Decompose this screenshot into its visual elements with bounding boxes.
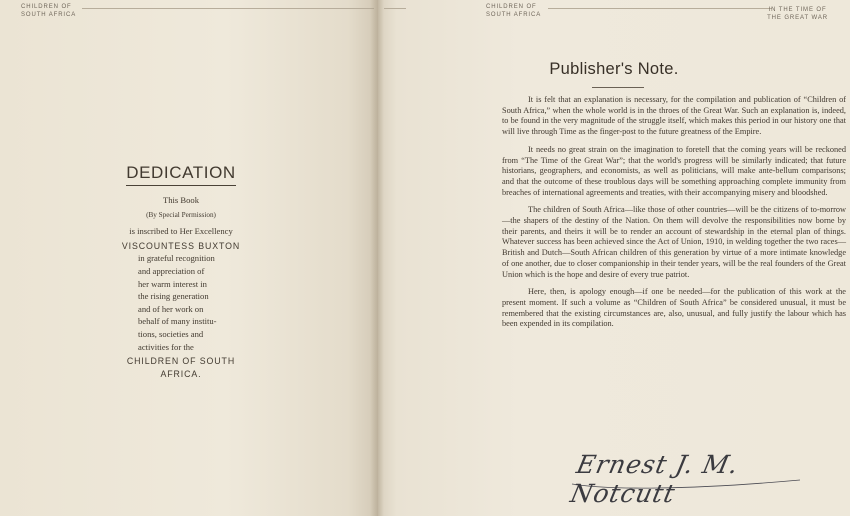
dedication-line: and of her work on [138, 303, 204, 314]
dedication-line: (By Special Permission) [146, 210, 216, 219]
dedication-line: in grateful recognition [138, 253, 215, 264]
header-rule [82, 8, 374, 9]
dedication-line: activities for the [138, 341, 194, 352]
dedication-block [106, 162, 256, 380]
header-rule [384, 8, 406, 9]
running-head-left [21, 3, 76, 19]
dedication-line: her warm interest in [138, 278, 207, 289]
dedication-title: DEDICATION [126, 162, 236, 186]
running-head-line: IN THE TIME OF [768, 7, 827, 13]
dedication-line: behalf of many institu- [138, 316, 217, 327]
running-head-line: SOUTH AFRICA [486, 12, 542, 18]
running-head-right [767, 6, 828, 22]
dedication-line: This Book [162, 195, 200, 205]
paragraph: It is felt that an explanation is necessary, for the compilation and publication of “Children of South Africa,” when the whole world is in the throes of the Great War. Such an explanation is, indeed, to be found in the very magnitude of the struggle itself, which makes this period in our history one that will live through Time as the finger-post to the future greatness of the Empire. [502, 95, 846, 137]
running-head-line: CHILDREN OF [21, 4, 72, 10]
publishers-note-body [502, 95, 846, 337]
running-head-line: CHILDREN OF [486, 4, 537, 10]
book-gutter [370, 0, 384, 516]
left-page [0, 0, 378, 516]
running-head-line: THE GREAT WAR [767, 15, 828, 21]
dedication-line: and appreciation of [138, 265, 205, 276]
title-rule [592, 87, 644, 88]
paragraph: Here, then, is apology enough—if one be needed—for the publication of this work at the present moment. If such a volume as “Children of South Africa” be considered unusual, it must be remembered that the existing circumstances are, also, unusual, and fully justify the labour which has been expended in its compilation. [502, 287, 846, 329]
dedication-name: VISCOUNTESS BUXTON [121, 240, 241, 251]
dedication-closing: AFRICA. [160, 368, 202, 379]
running-head-left [486, 3, 541, 19]
signature-text: Ernest J. M. Notcutt [567, 450, 742, 508]
dedication-closing: CHILDREN OF SOUTH [126, 356, 236, 367]
right-page [378, 0, 850, 516]
dedication-line: tions, societies and [138, 328, 204, 339]
signature [567, 444, 808, 508]
dedication-line: is inscribed to Her Excellency [129, 226, 233, 237]
running-head-line: SOUTH AFRICA [21, 12, 77, 18]
paragraph: The children of South Africa—like those of other countries—will be the citizens of to-morrow—the shapers of the destiny of the Nation. On them will devolve the responsibilities now borne by their parents, and theirs it will be to render an account of stewardship in the eternal plan of things. Whatever success has been achieved since the Act of Union, 1910, in welding together the two races—British and Dutch—South African children of this generation by virtue of a more intimate knowledge of one another, due to closer companionship in their tender years, will be the real founders of the Great Union which is the hope and desire of every true patriot. [502, 205, 846, 279]
dedication-line: the rising generation [138, 291, 209, 302]
header-rule [548, 8, 772, 9]
page-title: Publisher's Note. [549, 60, 679, 78]
paragraph: It needs no great strain on the imagination to foretell that the coming years will be reckoned from “The Time of the Great War”; that the world's progress will be similarly indicated; that future historians, geographers, and economists, as well as politicians, will make ante-bellum comparisons; and that the outcome of these troublous days will be something approaching complete immunity from breaches of international agreements and treaties, with their accompanying misery and bloodshed. [502, 144, 846, 197]
